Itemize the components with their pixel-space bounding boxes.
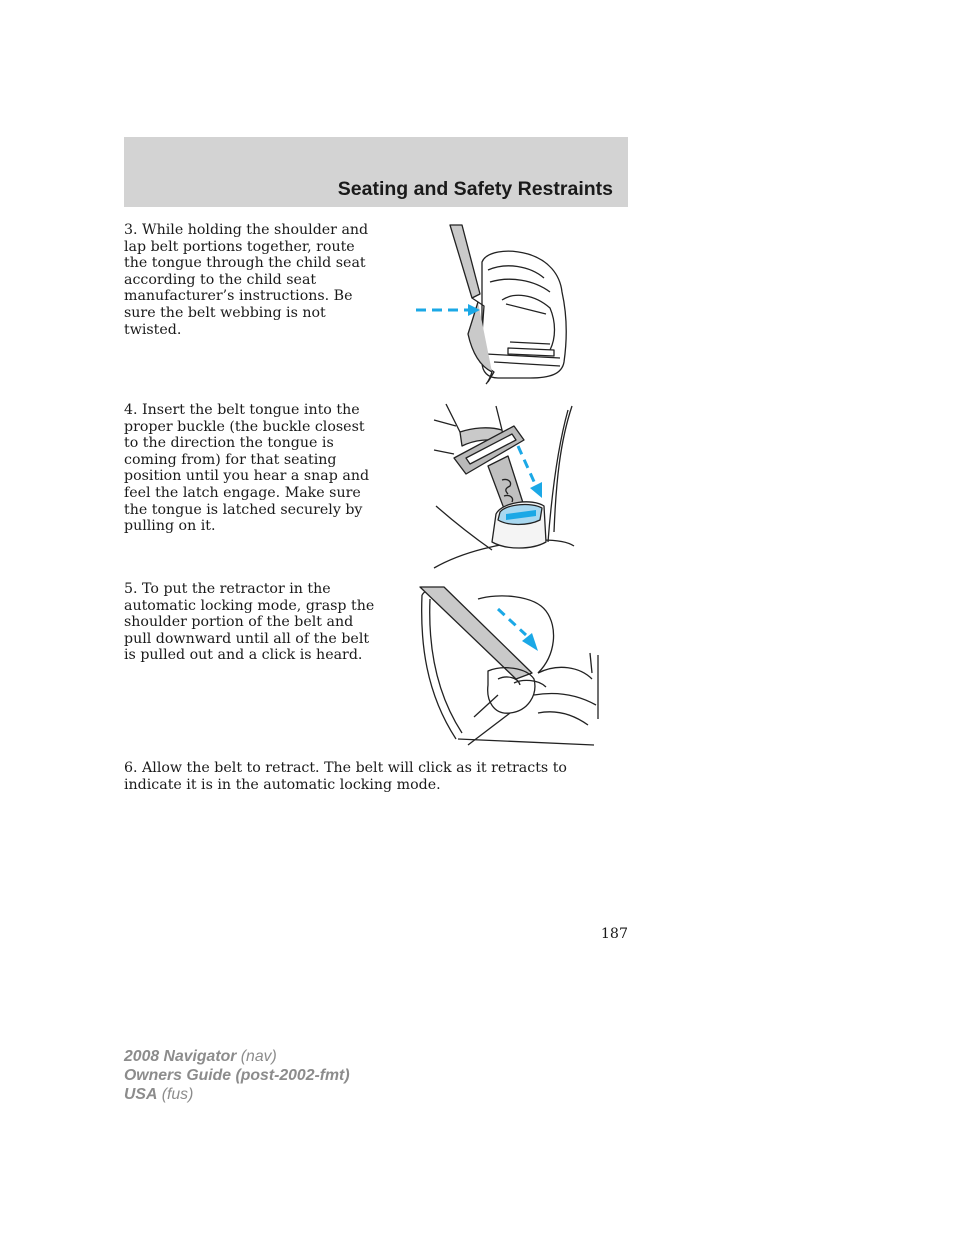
retractor-locking-illustration xyxy=(418,583,600,749)
child-seat-belt-routing-illustration xyxy=(410,222,575,388)
page-number: 187 xyxy=(600,926,628,942)
step-5-text: 5. To put the retractor in the automatic locking mode, grasp the shoulder portion of the belt and pull downward until all of the belt is pulled out and a click is heard. xyxy=(124,581,375,664)
footer-line-2 xyxy=(124,1066,350,1085)
footer-model: 2008 Navigator xyxy=(124,1048,237,1065)
footer-market: USA xyxy=(124,1086,158,1103)
document-footer xyxy=(124,1047,350,1104)
section-title: Seating and Safety Restraints xyxy=(337,178,613,200)
footer-model-code: (nav) xyxy=(240,1048,277,1065)
step-6-text: 6. Allow the belt to retract. The belt will click as it retracts to indicate it is in the automatic locking mode. xyxy=(124,760,567,793)
footer-guide: Owners Guide (post-2002-fmt) xyxy=(124,1067,350,1084)
step-3-text: 3. While holding the shoulder and lap belt portions together, route the tongue through the child seat according to the child seat manufacturer’s instructions. Be sure the belt webbing is not twisted. xyxy=(124,222,369,338)
buckle-insertion-illustration xyxy=(432,402,577,570)
step-4-text: 4. Insert the belt tongue into the proper buckle (the buckle closest to the direction the tongue is coming from) for that seating position until you hear a snap and feel the latch engage. Make sure the tongue is latched securely by pulling on it. xyxy=(124,402,370,535)
section-header-band xyxy=(124,137,628,207)
footer-market-code: (fus) xyxy=(161,1086,194,1103)
footer-line-3 xyxy=(124,1085,350,1104)
footer-line-1 xyxy=(124,1047,350,1066)
